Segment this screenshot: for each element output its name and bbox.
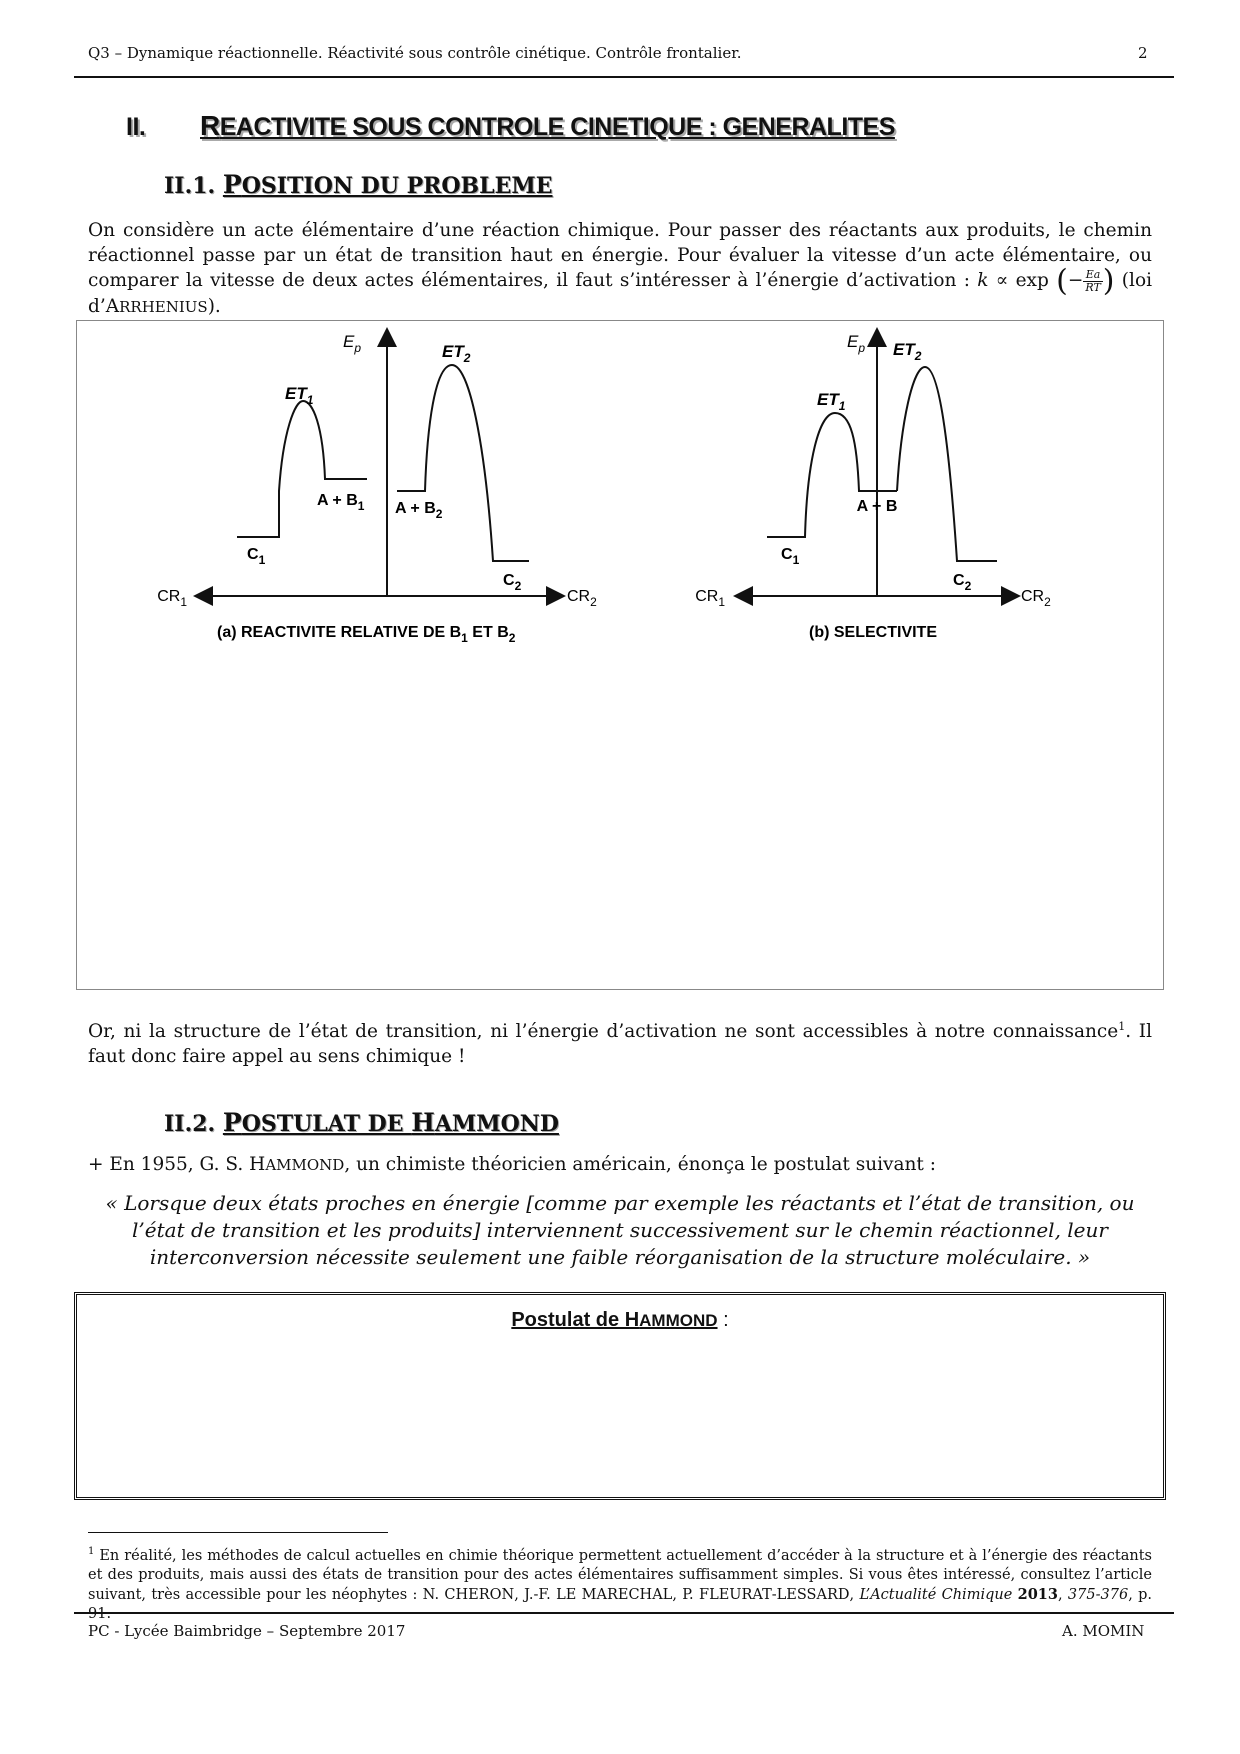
footnote-ref[interactable]: 1	[1118, 1020, 1126, 1033]
subsection-title: POSTULAT DE HAMMOND	[222, 1108, 559, 1137]
footer-left: PC - Lycée Baimbridge – Septembre 2017	[88, 1622, 406, 1640]
profile-c2	[897, 367, 997, 561]
formula-k: k	[977, 270, 989, 291]
label-c1-b: $C_1$	[781, 546, 800, 567]
running-header: Q3 – Dynamique réactionnelle. Réactivité sous contrôle cinétique. Contrôle frontalier.	[88, 44, 742, 62]
caption-a: (a) REACTIVITE RELATIVE DE $B_1$ ET $B_2$	[217, 624, 516, 645]
label-ab-b: A + B	[856, 498, 898, 515]
footnote-rule	[88, 1532, 388, 1533]
label-cr1-b: $CR_1$	[695, 588, 725, 609]
postulat-box	[74, 1292, 1166, 1500]
label-c2-a: $C_2$	[503, 572, 522, 593]
label-cr2-b: $CR_2$	[1021, 588, 1051, 609]
label-et1-a: $ET_1$	[285, 384, 314, 407]
subsection-title: POSITION DU PROBLEME	[222, 170, 553, 199]
label-cr1-a: $CR_1$	[157, 588, 187, 609]
header-rule	[74, 76, 1174, 78]
label-ab1-a: $A + B_1$	[317, 492, 365, 513]
page-number: 2	[1138, 44, 1148, 62]
label-et2-a: $ET_2$	[442, 342, 471, 365]
subsection-number: II.2.	[164, 1111, 216, 1137]
footer-rule	[74, 1612, 1174, 1614]
energy-diagrams	[77, 321, 1163, 989]
label-et2-b: $ET_2$	[893, 340, 922, 363]
section-title: REACTIVITE SOUS CONTROLE CINETIQUE : GENERALITES	[200, 110, 895, 141]
subsection-heading-1	[164, 170, 553, 199]
hammond-quote: « Lorsque deux états proches en énergie [comme par exemple les réactants et l’état de transition, ou l’état de transition et les produits] interviennent successivement sur le chemin réactionnel, leur interconversion nécessite seulement une faible réorganisation de la structure moléculaire. »	[105, 1191, 1135, 1269]
profile-b2	[397, 365, 529, 561]
diagram-frame	[76, 320, 1164, 990]
label-ab2-a: $A + B_2$	[395, 500, 443, 521]
subsection-heading-2	[164, 1108, 559, 1137]
subsection-number: II.1.	[164, 173, 216, 199]
label-cr2-a: $CR_2$	[567, 588, 597, 609]
label-ep-a: $E_p$	[343, 332, 362, 355]
label-c1-a: $C_1$	[247, 546, 266, 567]
footer-right: A. MOMIN	[1062, 1622, 1145, 1640]
label-et1-b: $ET_1$	[817, 390, 846, 413]
section-heading	[126, 110, 895, 142]
profile-b1	[237, 401, 367, 537]
section-number: II.	[126, 113, 146, 141]
postulat-title: Postulat de HAMMOND :	[511, 1309, 729, 1331]
hammond-intro: + En 1955, G. S. HAMMOND, un chimiste théoricien américain, énonça le postulat suivant :	[88, 1154, 936, 1175]
footnote: $^1$ En réalité, les méthodes de calcul actuelles en chimie théorique permettent actuellement d’accéder à la structure et à l’énergie des réactants et des produits, mais aussi des états de transition pour des actes élémentaires suffisamment simples. Si vous êtes intéressé, consultez l’article suivant, très accessible pour les néophytes : N. CHERON, J.-F. LE MARECHAL, P. FLEURAT-LESSARD, L’Actualité Chimique 2013, 375-376, p. 91.	[88, 1546, 1153, 1622]
label-c2-b: $C_2$	[953, 572, 972, 593]
caption-b: (b) SELECTIVITE	[809, 624, 937, 641]
intro-paragraph: On considère un acte élémentaire d’une réaction chimique. Pour passer des réactants aux produits, le chemin réactionnel passe par un état de transition haut en énergie. Pour évaluer la vitesse d’un acte élémentaire, ou comparer la vitesse de deux actes élémentaires, il faut s’intéresser à l’énergie d’activation : k ∝ exp (− $\frac{Ea}{RT}$ ) (loi d’ARRHENIUS).	[88, 220, 1152, 317]
label-ep-b: $E_p$	[847, 332, 866, 355]
limitation-paragraph: Or, ni la structure de l’état de transition, ni l’énergie d’activation ne sont accessibles à notre connaissance$^1$. Il faut donc faire appel au sens chimique !	[88, 1020, 1152, 1068]
activation-fraction: $\frac{Ea}{RT}$	[1085, 267, 1101, 294]
